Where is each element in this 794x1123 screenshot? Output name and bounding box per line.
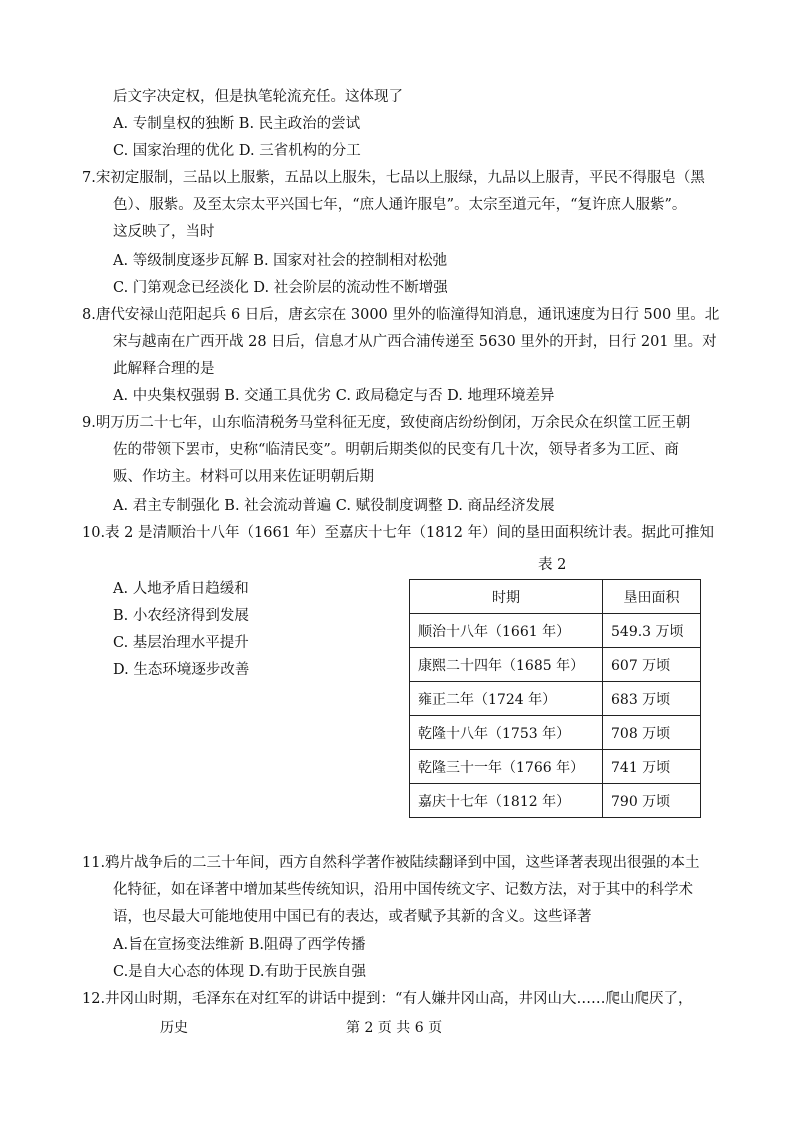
q8-stem-line1: 8.唐代安禄山范阳起兵 6 日后，唐玄宗在 3000 里外的临潼得知消息，通讯速度为日行 500 里。北 xyxy=(82,307,720,323)
table-cell-area: 741 万顷 xyxy=(603,750,701,784)
table-cell-period: 康熙二十四年（1685 年） xyxy=(410,648,603,682)
table-cell-area: 607 万顷 xyxy=(603,648,701,682)
q11-options-ab: A.旨在宣扬变法维新 B.阻碍了西学传播 xyxy=(113,937,366,953)
q7-stem-line3: 这反映了，当时 xyxy=(113,224,215,240)
table-header-period: 时期 xyxy=(410,580,603,614)
q9-stem-line2: 佐的带领下罢市，史称“临清民变”。明朝后期类似的民变有几十次，领导者多为工匠、商 xyxy=(113,442,679,458)
table-cell-period: 顺治十八年（1661 年） xyxy=(410,614,603,648)
q9-stem-line1: 9.明万历二十七年，山东临清税务马堂科征无度，致使商店纷纷倒闭，万余民众在织筐工匠王朝 xyxy=(82,415,691,431)
table-cell-area: 549.3 万顷 xyxy=(603,614,701,648)
table-row xyxy=(410,784,701,818)
table-row xyxy=(410,648,701,682)
table-header-area: 垦田面积 xyxy=(603,580,701,614)
q8-stem-line3: 此解释合理的是 xyxy=(113,361,215,377)
q7-options-ab: A. 等级制度逐步瓦解 B. 国家对社会的控制相对松弛 xyxy=(113,253,448,269)
table-cell-area: 708 万顷 xyxy=(603,716,701,750)
table-cell-period: 雍正二年（1724 年） xyxy=(410,682,603,716)
table-cell-area: 683 万顷 xyxy=(603,682,701,716)
table-row xyxy=(410,716,701,750)
q11-options-cd: C.是自大心态的体现 D.有助于民族自强 xyxy=(113,964,367,980)
table-row xyxy=(410,614,701,648)
table-cell-area: 790 万顷 xyxy=(603,784,701,818)
q7-stem-line2: 色）、服紫。及至太宗太平兴国七年，“庶人通许服皂”。太宗至道元年，“复许庶人服紫”。 xyxy=(113,197,687,213)
table-cell-period: 乾隆三十一年（1766 年） xyxy=(410,750,603,784)
footer-page-number: 第 2 页 共 6 页 xyxy=(346,1020,443,1036)
q10-option-b: B. 小农经济得到发展 xyxy=(113,608,249,624)
q10-option-d: D. 生态环境逐步改善 xyxy=(113,662,250,678)
table-header-row xyxy=(410,580,701,614)
q11-stem-line3: 语，也尽最大可能地使用中国已有的表达，或者赋予其新的含义。这些译著 xyxy=(113,909,592,925)
q7-stem-line1: 7.宋初定服制，三品以上服紫，五品以上服朱，七品以上服绿，九品以上服青，平民不得服皂（黑 xyxy=(82,170,705,186)
q10-stem: 10.表 2 是清顺治十八年（1661 年）至嘉庆十七年（1812 年）间的垦田面积统计表。据此可推知 xyxy=(82,525,715,541)
table-cell-period: 嘉庆十七年（1812 年） xyxy=(410,784,603,818)
table-row xyxy=(410,682,701,716)
q10-option-a: A. 人地矛盾日趋缓和 xyxy=(113,581,249,597)
q8-options: A. 中央集权强弱 B. 交通工具优劣 C. 政局稳定与否 D. 地理环境差异 xyxy=(113,388,555,404)
table-caption: 表 2 xyxy=(538,557,567,573)
q12-stem: 12.井冈山时期，毛泽东在对红军的讲话中提到：“有人嫌井冈山高，井冈山大……爬山爬厌了， xyxy=(82,991,693,1007)
q6-options-cd: C. 国家治理的优化 D. 三省机构的分工 xyxy=(113,143,361,159)
table-cell-period: 乾隆十八年（1753 年） xyxy=(410,716,603,750)
q9-options: A. 君主专制强化 B. 社会流动普遍 C. 赋役制度调整 D. 商品经济发展 xyxy=(113,498,555,514)
q7-options-cd: C. 门第观念已经淡化 D. 社会阶层的流动性不断增强 xyxy=(113,280,448,296)
q11-stem-line2: 化特征，如在译著中增加某些传统知识，沿用中国传统文字、记数方法，对于其中的科学术 xyxy=(113,882,693,898)
q6-stem-cont: 后文字决定权，但是执笔轮流充任。这体现了 xyxy=(113,89,403,105)
table-row xyxy=(410,750,701,784)
footer-subject: 历史 xyxy=(160,1020,188,1036)
reclaimed-land-table xyxy=(409,579,701,818)
q8-stem-line2: 宋与越南在广西开战 28 日后，信息才从广西合浦传递至 5630 里外的开封，日行 201 里。对 xyxy=(113,334,717,350)
q10-option-c: C. 基层治理水平提升 xyxy=(113,635,249,651)
q11-stem-line1: 11.鸦片战争后的二三十年间，西方自然科学著作被陆续翻译到中国，这些译著表现出很强的本土 xyxy=(82,855,700,871)
q9-stem-line3: 贩、作坊主。材料可以用来佐证明朝后期 xyxy=(113,469,374,485)
q6-options-ab: A. 专制皇权的独断 B. 民主政治的尝试 xyxy=(113,116,361,132)
